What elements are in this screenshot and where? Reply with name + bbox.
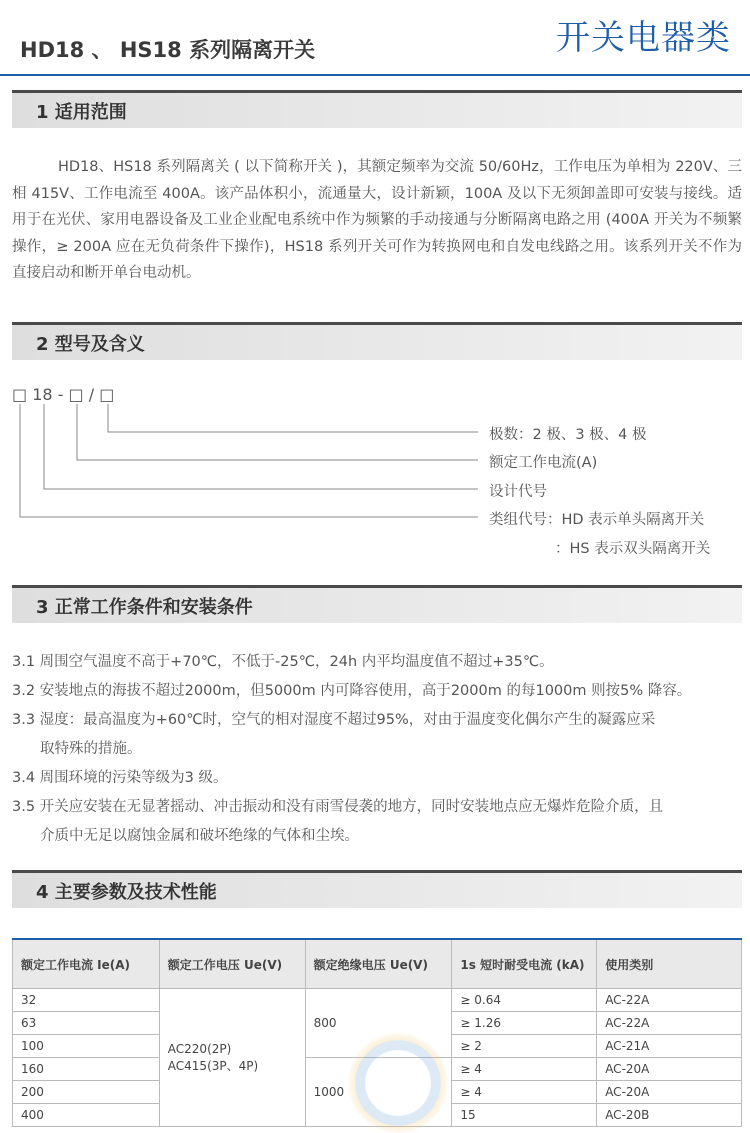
explanation-type-hs: ：HS 表示双头隔离开关 bbox=[555, 541, 711, 557]
brand-category: 开关电器类 bbox=[556, 18, 731, 58]
cell-category: AC-20B bbox=[597, 1104, 742, 1127]
section-3-header bbox=[12, 585, 742, 623]
cell-withstand: ≥ 0.64 bbox=[452, 989, 597, 1012]
cell-category: AC-22A bbox=[597, 989, 742, 1012]
section-2-title: 2 型号及含义 bbox=[36, 334, 145, 355]
cell-insulation-1000: 1000 bbox=[305, 1058, 452, 1127]
cell-category: AC-20A bbox=[597, 1058, 742, 1081]
scope-paragraph: HD18、HS18 系列隔离关 ( 以下简称开关 )，其额定频率为交流 50/60Hz，工作电压为单相为 220V、三相 415V、工作电流至 400A。该产品体积小，流通量大，设计新颖，100A 及以下无须卸盖即可安装与接线。适用于在光伏、家用电器设备及工业企业配电系统中作为频繁的手动接通与分断隔离电路之用 (400A 开关为不频繁操作，≥ 200A 应在无负荷条件下操作)，HS18 系列开关可作为转换网电和自发电线路之用。该系列开关不作为直接启动和断开单台电动机。 bbox=[12, 159, 742, 281]
condition-3-3: 3.3 湿度：最高温度为+60℃时，空气的相对湿度不超过95%，对由于温度变化偶尔产生的凝露应采 bbox=[12, 712, 656, 728]
cell-current: 100 bbox=[13, 1035, 160, 1058]
condition-3-5-cont: 介质中无足以腐蚀金属和破坏绝缘的气体和尘埃。 bbox=[40, 828, 359, 844]
section-bar bbox=[12, 322, 742, 325]
section-bar bbox=[12, 585, 742, 588]
header-divider bbox=[0, 74, 750, 76]
cell-voltage: AC220(2P) AC415(3P、4P) bbox=[159, 989, 305, 1127]
table-row bbox=[13, 989, 742, 1012]
conditions-list bbox=[12, 650, 742, 850]
cell-insulation-800: 800 bbox=[305, 989, 452, 1058]
cell-withstand: 15 bbox=[452, 1104, 597, 1127]
section-bar bbox=[12, 870, 742, 873]
model-code-diagram bbox=[0, 400, 750, 525]
page-title: HD18 、 HS18 系列隔离开关 bbox=[20, 38, 316, 62]
condition-3-5: 3.5 开关应安装在无显著摇动、冲击振动和没有雨雪侵袭的地方，同时安装地点应无爆炸危险介质，且 bbox=[12, 799, 664, 815]
explanation-poles: 极数：2 极、3 极、4 极 bbox=[489, 427, 647, 443]
header-utilization-category: 使用类别 bbox=[597, 939, 742, 989]
table-header-row bbox=[13, 939, 742, 989]
header-rated-voltage: 额定工作电压 Ue(V) bbox=[159, 939, 305, 989]
table-row bbox=[13, 1058, 742, 1081]
explanation-design: 设计代号 bbox=[489, 484, 547, 500]
model-code: □ 18 - □ / □ bbox=[12, 385, 115, 404]
cell-withstand: ≥ 4 bbox=[452, 1058, 597, 1081]
section-4-title: 4 主要参数及技术性能 bbox=[36, 882, 217, 903]
leader-poles bbox=[108, 404, 478, 432]
cell-current: 200 bbox=[13, 1081, 160, 1104]
condition-3-4: 3.4 周围环境的污染等级为3 级。 bbox=[12, 770, 228, 786]
cell-withstand: ≥ 2 bbox=[452, 1035, 597, 1058]
section-2-header bbox=[12, 322, 742, 360]
section-3-title: 3 正常工作条件和安装条件 bbox=[36, 597, 253, 618]
cell-current: 160 bbox=[13, 1058, 160, 1081]
cell-category: AC-21A bbox=[597, 1035, 742, 1058]
section-1-title: 1 适用范围 bbox=[36, 102, 127, 123]
header-withstand-current: 1s 短时耐受电流 (kA) bbox=[452, 939, 597, 989]
cell-withstand: ≥ 1.26 bbox=[452, 1012, 597, 1035]
cell-withstand: ≥ 4 bbox=[452, 1081, 597, 1104]
header-rated-current: 额定工作电流 Ie(A) bbox=[13, 939, 160, 989]
section-1-body bbox=[12, 154, 742, 287]
header-insulation-voltage: 额定绝缘电压 Ue(V) bbox=[305, 939, 452, 989]
explanation-type-hd: 类组代号：HD 表示单头隔离开关 bbox=[489, 512, 705, 528]
cell-current: 32 bbox=[13, 989, 160, 1012]
cell-category: AC-20A bbox=[597, 1081, 742, 1104]
explanation-current: 额定工作电流(A) bbox=[489, 455, 598, 471]
condition-3-3-cont: 取特殊的措施。 bbox=[40, 741, 142, 757]
condition-3-2: 3.2 安装地点的海拔不超过2000m，但5000m 内可降容使用，高于2000m 的每1000m 则按5% 降容。 bbox=[12, 683, 692, 699]
cell-current: 400 bbox=[13, 1104, 160, 1127]
cell-category: AC-22A bbox=[597, 1012, 742, 1035]
leader-design bbox=[44, 404, 478, 489]
section-bar bbox=[12, 90, 742, 93]
section-4-header bbox=[12, 870, 742, 908]
condition-3-1: 3.1 周围空气温度不高于+70℃，不低于-25℃，24h 内平均温度值不超过+35℃。 bbox=[12, 654, 554, 670]
parameters-table bbox=[12, 938, 742, 1127]
section-1-header bbox=[12, 90, 742, 128]
cell-current: 63 bbox=[13, 1012, 160, 1035]
